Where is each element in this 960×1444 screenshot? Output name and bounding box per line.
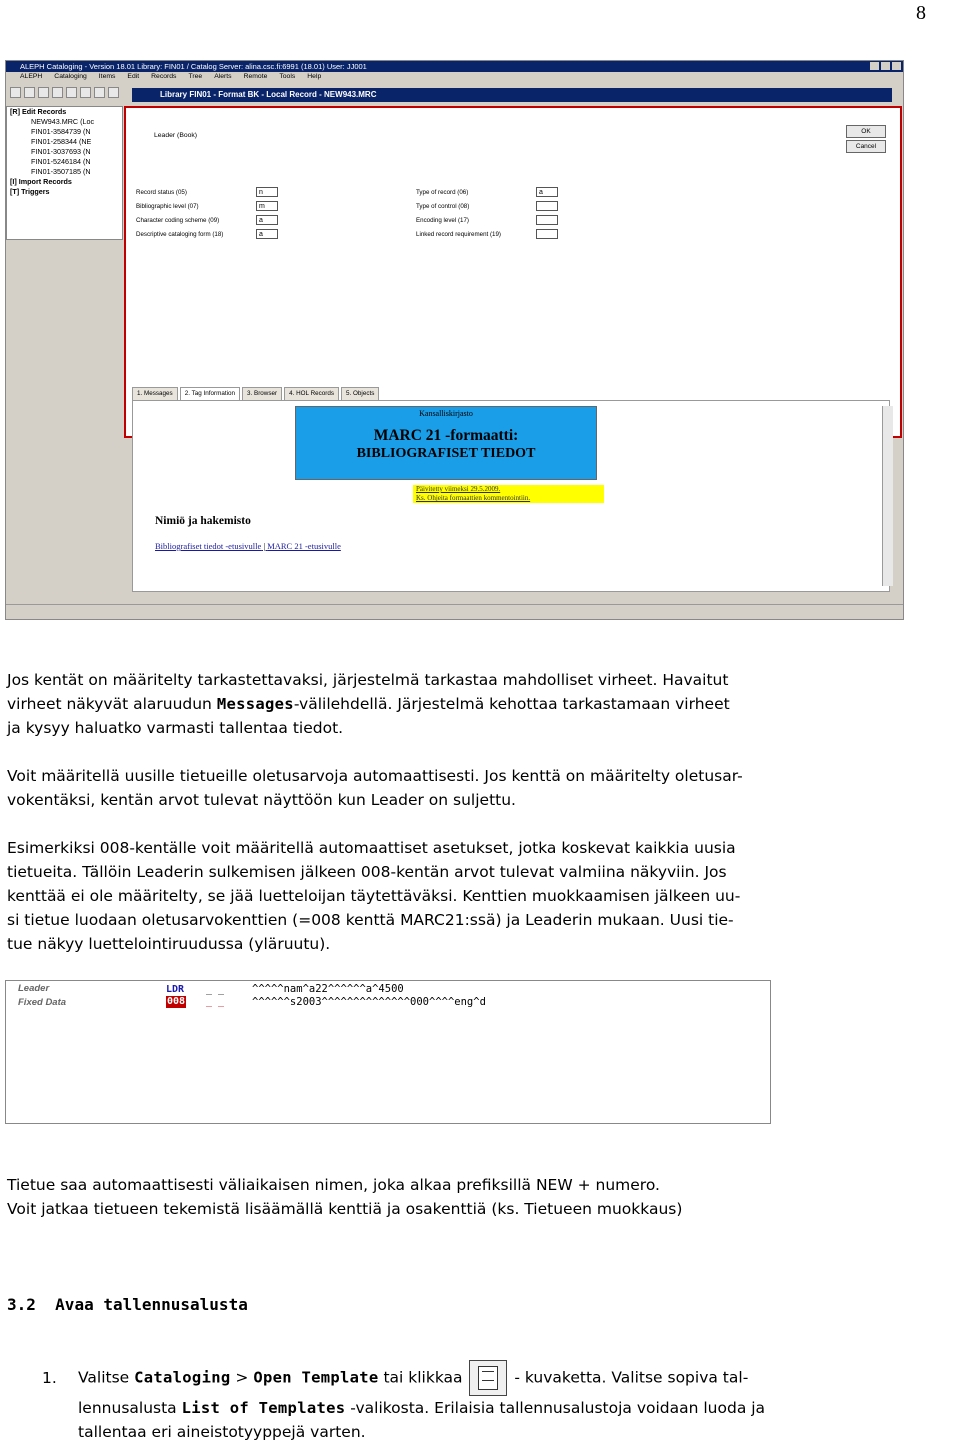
tab-tag-information[interactable]: 2. Tag Information	[180, 387, 240, 400]
marc21-banner	[295, 406, 597, 480]
tree-item[interactable]: NEW943.MRC (Loc	[31, 117, 95, 126]
cancel-button[interactable]: Cancel	[846, 140, 886, 153]
menu-items[interactable]: Items	[98, 73, 116, 80]
text-run: - kuvaketta. Valitse sopiva tal-	[509, 1368, 749, 1387]
paragraph	[7, 764, 743, 812]
breadcrumb	[155, 541, 341, 551]
menu-alerts[interactable]: Alerts	[214, 73, 232, 80]
ok-button[interactable]: OK	[846, 125, 886, 138]
type-of-control-field[interactable]	[536, 201, 558, 211]
leader-heading: Leader (Book)	[154, 132, 198, 139]
text-line: tue näkyy luettelointiruudussa (yläruutu).	[7, 935, 331, 953]
menu-remote[interactable]: Remote	[243, 73, 268, 80]
text-run: -valikosta. Erilaisia tallennusalustoja voidaan luoda ja	[345, 1399, 766, 1417]
leader-value[interactable]: ^^^^^nam^a22^^^^^^a^4500	[252, 983, 404, 995]
text-line: Voit jatkaa tietueen tekemistä lisäämällä kenttiä ja osakenttiä (ks. Tietueen muokkaus)	[7, 1200, 683, 1218]
record-editor-screenshot	[5, 980, 771, 1124]
text-run: >	[230, 1368, 254, 1387]
tab-messages[interactable]: 1. Messages	[132, 387, 178, 400]
text-run: lennusalusta	[78, 1399, 182, 1417]
guide-link[interactable]: Ks. Ohjeita formaattien kommentointiin.	[416, 494, 531, 502]
scrollbar[interactable]	[882, 406, 893, 586]
tree-item[interactable]: FIN01-3037693 (N	[31, 147, 91, 156]
text-run: tai klikkaa	[378, 1368, 468, 1387]
maximize-icon[interactable]	[881, 62, 890, 70]
leader-label: Leader	[18, 983, 50, 994]
tree-item[interactable]: FIN01-258344 (NE	[31, 137, 92, 146]
list-number: 1.	[42, 1368, 57, 1387]
menu-tree[interactable]: Tree	[188, 73, 203, 80]
updated-link[interactable]: Päivitetty viimeksi 29.5.2009.	[416, 485, 501, 493]
close-icon[interactable]	[892, 62, 901, 70]
text-line: Tietue saa automaattisesti väliaikaisen nimen, joka alkaa prefiksillä NEW + numero.	[7, 1176, 660, 1194]
lower-pane-tabs	[132, 387, 892, 400]
page-number: 8	[916, 2, 926, 24]
tab-objects[interactable]: 5. Objects	[341, 387, 379, 400]
open-template-term: Open Template	[253, 1368, 379, 1387]
text-run: tallentaa eri aineistotyyppejä varten.	[78, 1423, 366, 1441]
tag-008[interactable]: 008	[167, 996, 186, 1007]
record-status-field[interactable]: n	[256, 187, 278, 197]
menu-records[interactable]: Records	[151, 73, 177, 80]
record-title-bar: Library FIN01 - Format BK - Local Record - NEW943.MRC	[132, 88, 892, 102]
minimize-icon[interactable]	[870, 62, 879, 70]
paragraph	[7, 836, 740, 956]
cataloging-form-field[interactable]: a	[256, 229, 278, 239]
encoding-level-field[interactable]	[536, 215, 558, 225]
window-titlebar	[6, 61, 903, 72]
field-label: Record status (05)	[136, 189, 187, 196]
linked-record-field[interactable]	[536, 229, 558, 239]
breadcrumb-separator: |	[261, 541, 268, 551]
tag-column	[166, 984, 186, 1008]
field-label: Character coding scheme (09)	[136, 217, 220, 224]
field-label: Descriptive cataloging form (18)	[136, 231, 224, 238]
character-coding-field[interactable]: a	[256, 215, 278, 225]
marc-home-link[interactable]: MARC 21 -etusivulle	[267, 541, 341, 551]
text-line: vokentäksi, kentän arvot tulevat näyttöön kun Leader on suljettu.	[7, 791, 516, 809]
text-run: Valitse	[78, 1368, 135, 1387]
update-notice	[413, 485, 604, 503]
menu-bar	[6, 72, 903, 82]
menu-aleph[interactable]: ALEPH	[20, 73, 43, 80]
text-line: si tietue luodaan oletusarvokenttien (=008 kenttä MARC21:ssä) ja Leaderin mukaan. Uusi tie-	[7, 911, 734, 929]
status-bar	[6, 604, 903, 619]
text-line: tietueita. Tällöin Leaderin sulkemisen jälkeen 008-kentän arvot tulevat valmiina näkyviin. Jos	[7, 863, 727, 881]
tool-icon[interactable]	[80, 87, 91, 98]
field-label: Encoding level (17)	[416, 217, 469, 224]
cataloging-menu-term: Cataloging	[134, 1368, 231, 1387]
text-line: Esimerkiksi 008-kentälle voit määritellä automaattiset asetukset, jotka koskevat kaikkia uusia	[7, 839, 736, 857]
tab-hol-records[interactable]: 4. HOL Records	[284, 387, 339, 400]
messages-term: Messages	[216, 695, 294, 713]
text-line: Voit määritellä uusille tietueille oletusarvoja automaattisesti. Jos kenttä on määritelty oletusar-	[7, 767, 743, 785]
tool-icon[interactable]	[66, 87, 77, 98]
bib-home-link[interactable]: Bibliografiset tiedot -etusivulle	[155, 541, 262, 551]
paragraph	[7, 668, 730, 740]
tool-icon[interactable]	[10, 87, 21, 98]
window-title: ALEPH Cataloging - Version 18.01 Library: FIN01 / Catalog Server: alina.csc.fi:6991 (18.01) User: JJ001	[20, 62, 367, 71]
tool-icon[interactable]	[94, 87, 105, 98]
fixed-data-label: Fixed Data	[18, 997, 67, 1008]
numbered-list-item	[42, 1360, 952, 1444]
record-tree	[6, 106, 123, 240]
tree-item[interactable]: FIN01-5246184 (N	[31, 157, 91, 166]
menu-cataloging[interactable]: Cataloging	[54, 73, 87, 80]
text-line: -välilehdellä. Järjestelmä kehottaa tarkastamaan virheet	[293, 695, 730, 713]
tool-icon[interactable]	[38, 87, 49, 98]
tool-icon[interactable]	[108, 87, 119, 98]
tree-item[interactable]: [R] Edit Records	[10, 107, 67, 116]
tag-information-pane	[132, 400, 890, 592]
aleph-cataloging-screenshot	[5, 60, 904, 620]
tool-icon[interactable]	[24, 87, 35, 98]
bibliographic-level-field[interactable]: m	[256, 201, 278, 211]
field-label: Type of record (06)	[416, 189, 469, 196]
type-of-record-field[interactable]: a	[536, 187, 558, 197]
menu-edit[interactable]: Edit	[127, 73, 140, 80]
tree-item[interactable]: FIN01-3507185 (N	[31, 167, 91, 176]
tool-icon[interactable]	[52, 87, 63, 98]
text-line: ja kysyy haluatko varmasti tallentaa tiedot.	[7, 719, 344, 737]
indicator-dashes: _ _	[206, 984, 225, 995]
text-line: Jos kentät on määritelty tarkastettavaksi, järjestelmä tarkastaa mahdolliset virheet. Havaitut	[7, 671, 729, 689]
tab-browser[interactable]: 3. Browser	[242, 387, 282, 400]
section-heading	[7, 1293, 248, 1317]
section-title: Avaa tallennusalusta	[55, 1295, 248, 1314]
menu-help[interactable]: Help	[307, 73, 322, 80]
field-label: Linked record requirement (19)	[416, 231, 501, 238]
text-line: kenttää ei ole määritelty, se jää luetteloijan täytettäväksi. Kenttien muokkaamisen jälkeen uu-	[7, 887, 741, 905]
section-heading: Nimiö ja hakemisto	[155, 515, 251, 527]
text-line: virheet näkyvät alaruudun	[7, 695, 217, 713]
open-template-icon	[469, 1360, 507, 1396]
menu-tools[interactable]: Tools	[279, 73, 296, 80]
list-of-templates-term: List of Templates	[181, 1399, 346, 1417]
ldr-tag[interactable]: LDR	[166, 984, 185, 995]
indicator-dashes: _ _	[206, 996, 225, 1007]
section-number: 3.2	[7, 1295, 36, 1314]
paragraph	[7, 1173, 682, 1221]
banner-title: MARC 21 -formaatti:	[373, 427, 519, 444]
fixed-data-value[interactable]: ^^^^^^s2003^^^^^^^^^^^^^^000^^^^eng^d	[252, 996, 486, 1008]
tree-item[interactable]: FIN01-3584739 (N	[31, 127, 91, 136]
field-label: Bibliographic level (07)	[136, 203, 199, 210]
tree-item[interactable]: [T] Triggers	[10, 187, 50, 196]
window-controls	[870, 62, 901, 70]
banner-org: Kansalliskirjasto	[419, 409, 473, 418]
field-label: Type of control (08)	[416, 203, 470, 210]
banner-subtitle: BIBLIOGRAFISET TIEDOT	[356, 446, 536, 461]
tree-item[interactable]: [I] Import Records	[10, 177, 72, 186]
